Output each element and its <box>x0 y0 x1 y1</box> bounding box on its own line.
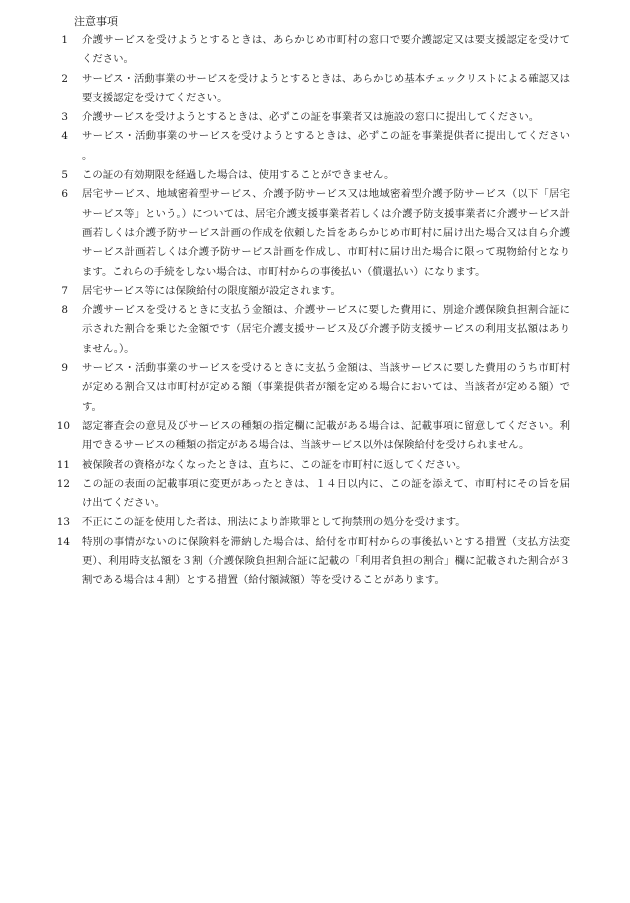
notes-list <box>56 31 570 591</box>
note-item <box>56 31 570 70</box>
note-text: 被保険者の資格がなくなったときは、直ちに、この証を市町村に返してください。 <box>82 458 467 471</box>
note-item <box>56 108 570 127</box>
note-number: 5 <box>61 169 68 182</box>
note-text: サービス・活動事業のサービスを受けようとするときは、必ずこの証を事業提供者に提出してください。 <box>82 130 570 162</box>
note-text: サービス・活動事業のサービスを受けるときに支払う金額は、当該サービスに要した費用のうち市町村が定める割合又は市町村が定める額（事業提供者が額を定める場合においては、当該者が定める額）です。 <box>82 362 570 413</box>
note-item <box>56 166 570 185</box>
note-text: 特別の事情がないのに保険料を滞納した場合は、給付を市町村からの事後払いとする措置（支払方法変更）、利用時支払額を３割（介護保険負担割合証に記載の「利用者負担の割合」欄に記載された割合が３割である場合は４割）とする措置（給付額減額）等を受けることがあります。 <box>82 535 570 587</box>
note-item <box>56 359 570 417</box>
note-number: 13 <box>56 516 70 529</box>
note-number: 9 <box>61 362 68 375</box>
notes-title: 注意事項 <box>74 15 118 28</box>
note-number: 10 <box>56 419 70 432</box>
note-item <box>56 127 570 166</box>
note-number: 12 <box>56 477 70 490</box>
note-item <box>56 282 570 301</box>
note-number: 8 <box>61 304 68 317</box>
note-number: 7 <box>61 284 68 297</box>
note-text: 介護サービスを受けようとするときは、あらかじめ市町村の窓口で要介護認定又は要支援認定を受けてください。 <box>82 34 570 66</box>
note-item <box>56 456 570 475</box>
note-text: 介護サービスを受けようとするときは、必ずこの証を事業者又は施設の窓口に提出してください。 <box>82 111 540 124</box>
note-text: 居宅サービス、地域密着型サービス、介護予防サービス又は地域密着型介護予防サービス（以下「居宅サービス等」という。）については、居宅介護支援事業者若しくは介護予防支援事業者に介護サービス計画若しくは介護予防サービス計画の作成を依頼した旨をあらかじめ市町村に届け出た場合又は自ら介護サービス計画若しくは介護予防サービス計画を作成し、市町村に届け出た場合に限って現物給付となります。これらの手続をしない場合は、市町村からの事後払い（償還払い）になります。 <box>82 188 570 278</box>
note-item <box>56 533 570 591</box>
note-item <box>56 301 570 359</box>
note-item <box>56 185 570 281</box>
note-text: 不正にこの証を使用した者は、刑法により詐欺罪として拘禁刑の処分を受けます。 <box>82 516 466 529</box>
note-text: この証の有効期限を経過した場合は、使用することができません。 <box>82 169 395 182</box>
note-text: 認定審査会の意見及びサービスの種類の指定欄に記載がある場合は、記載事項に留意してください。利用できるサービスの種類の指定がある場合は、当該サービス以外は保険給付を受けられません。 <box>82 419 570 452</box>
note-text: この証の表面の記載事項に変更があったときは、１４日以内に、この証を添えて、市町村にその旨を届け出てください。 <box>82 477 570 510</box>
note-text: 居宅サービス等には保険給付の限度額が設定されます。 <box>82 284 341 297</box>
note-item <box>56 513 570 532</box>
note-item <box>56 417 570 456</box>
note-item <box>56 70 570 109</box>
note-item <box>56 475 570 514</box>
note-text: 介護サービスを受けるときに支払う金額は、介護サービスに要した費用に、別途介護保険負担割合証に示された割合を乗じた金額です（居宅介護支援サービス及び介護予防支援サービスの利用支払額はありません。）。 <box>82 304 570 355</box>
note-number: 3 <box>61 111 68 124</box>
note-number: 6 <box>61 188 68 201</box>
note-text: サービス・活動事業のサービスを受けようとするときは、あらかじめ基本チェックリストによる確認又は要支援認定を受けてください。 <box>82 72 570 104</box>
note-number: 14 <box>56 535 70 548</box>
note-number: 1 <box>61 34 68 46</box>
note-number: 11 <box>56 458 70 471</box>
note-number: 2 <box>61 72 68 85</box>
note-number: 4 <box>61 130 68 143</box>
